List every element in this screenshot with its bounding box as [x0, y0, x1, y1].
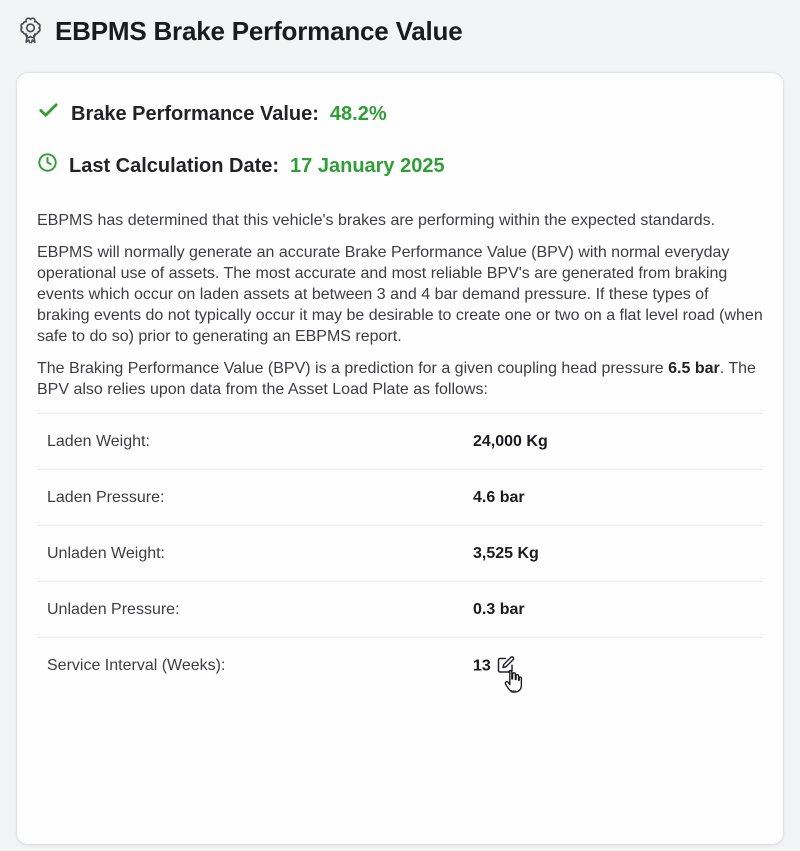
calc-date-stat-line — [37, 152, 763, 180]
table-row-laden-pressure — [37, 470, 763, 526]
standards-paragraph: EBPMS has determined that this vehicle's brakes are performing within the expected standards. — [37, 212, 716, 229]
page-title: EBPMS Brake Performance Value — [55, 16, 463, 46]
edit-pencil-square-icon — [497, 656, 515, 677]
row-label: Service Interval (Weeks): — [47, 657, 226, 674]
edit-service-interval-button[interactable] — [497, 656, 515, 677]
page-header — [16, 13, 784, 47]
table-row-unladen-pressure — [37, 582, 763, 638]
table-row-laden-weight — [37, 414, 763, 470]
accuracy-paragraph: EBPMS will normally generate an accurate Brake Performance Value (BPV) with normal everyday operational use of assets. The most accurate and most reliable BPV's are generated from braking events which occur on laden assets at between 3 and 4 bar demand pressure. If these types of braking events do not typically occur it may be desirable to create one or two on a flat level road (when safe to do so) prior to generating an EBPMS report. — [37, 244, 763, 345]
row-value: 3,525 Kg — [473, 544, 539, 562]
prediction-text-after: . The BPV also relies upon data from the Asset Load Plate as follows: — [37, 360, 756, 398]
row-value: 24,000 Kg — [473, 432, 548, 450]
award-rosette-icon — [16, 17, 45, 46]
row-value: 4.6 bar — [473, 488, 525, 506]
bpv-stat-line — [37, 99, 763, 129]
row-value: 0.3 bar — [473, 600, 525, 618]
prediction-paragraph — [37, 358, 763, 400]
calc-date-value: 17 January 2025 — [290, 155, 445, 177]
report-card — [16, 72, 784, 845]
table-row-service-interval — [37, 638, 763, 694]
bpv-value: 48.2% — [329, 103, 387, 125]
service-interval-value: 13 — [473, 657, 491, 674]
calc-date-label: Last Calculation Date: — [69, 155, 280, 177]
clock-icon — [37, 152, 58, 180]
row-value-group — [473, 656, 515, 677]
load-plate-table — [37, 413, 763, 694]
row-label: Unladen Weight: — [47, 544, 165, 562]
row-label: Laden Weight: — [47, 432, 150, 450]
row-label: Unladen Pressure: — [47, 600, 180, 618]
check-icon — [37, 99, 60, 129]
prediction-text-before: The Braking Performance Value (BPV) is a prediction for a given coupling head pressure — [37, 360, 669, 377]
row-label: Laden Pressure: — [47, 488, 165, 506]
coupling-head-pressure-value: 6.5 bar — [668, 360, 720, 377]
table-row-unladen-weight — [37, 526, 763, 582]
bpv-label: Brake Performance Value: — [71, 103, 319, 125]
